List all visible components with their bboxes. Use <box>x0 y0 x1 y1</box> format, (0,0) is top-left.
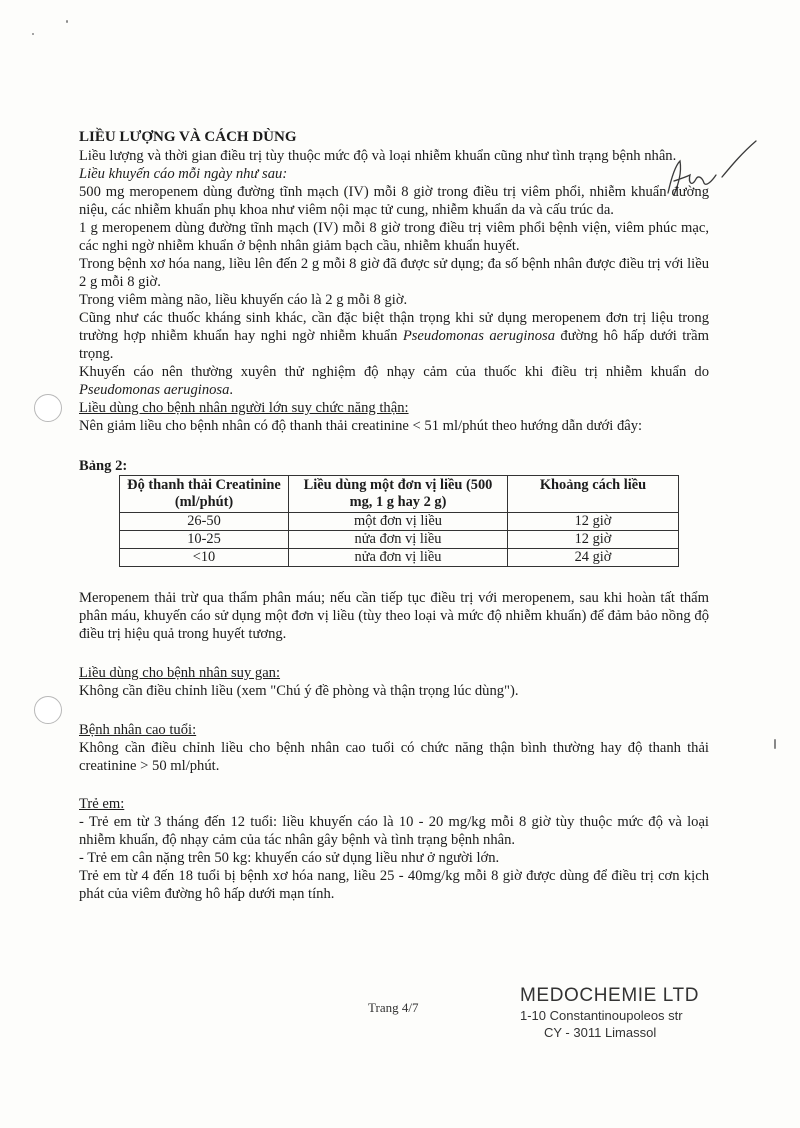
company-stamp <box>520 985 720 1041</box>
table-header-row <box>120 476 679 513</box>
organism-name: Pseudomonas aeruginosa <box>79 382 230 398</box>
elderly-heading: Bệnh nhân cao tuổi: <box>79 722 197 738</box>
table-cell: một đơn vị liều <box>289 513 508 531</box>
table-row <box>120 513 679 531</box>
company-address: 1-10 Constantinoupoleos str <box>520 1008 683 1023</box>
table-cell: nửa đơn vị liều <box>289 531 508 549</box>
intro-text: Liều lượng và thời gian điều trị tùy thuộc mức độ và loại nhiễm khuẩn cũng như tình trạng bệnh nhân. <box>79 148 677 164</box>
testing-text: Khuyến cáo nên thường xuyên thử nghiệm độ nhạy cảm của thuốc khi điều trị nhiễm khuẩn do <box>79 364 709 380</box>
renal-heading: Liều dùng cho bệnh nhân người lớn suy chức năng thận: <box>79 400 409 416</box>
elderly-text: Không cần điều chỉnh liều cho bệnh nhân cao tuổi có chức năng thận bình thường hay độ thanh thải creatinine > 50 ml/phút. <box>79 740 709 774</box>
table-cell: nửa đơn vị liều <box>289 549 508 567</box>
children-heading: Trẻ em: <box>79 796 125 812</box>
liver-heading: Liều dùng cho bệnh nhân suy gan: <box>79 665 281 681</box>
renal-dose-table <box>119 475 679 567</box>
table-cell: <10 <box>120 549 289 567</box>
scan-speck <box>66 20 68 23</box>
punch-hole-icon <box>34 394 62 422</box>
dose-paragraph: Trong bệnh xơ hóa nang, liều lên đến 2 g mỗi 8 giờ đã được sử dụng; đa số bệnh nhân được điều trị với liều 2 g mỗi 8 giờ. <box>79 256 709 290</box>
children-line: - Trẻ em cân nặng trên 50 kg: khuyến cáo sử dụng liều như ở người lớn. <box>79 850 500 866</box>
table-header-cell: Liều dùng một đơn vị liều (500 mg, 1 g hay 2 g) <box>289 476 508 513</box>
table-cell: 12 giờ <box>508 513 679 531</box>
pseudomonas-testing <box>79 363 709 399</box>
table-header-cell: Khoảng cách liều <box>508 476 679 513</box>
table-cell: 26-50 <box>120 513 289 531</box>
company-name: MEDOCHEMIE LTD <box>520 985 700 1006</box>
table-cell: 10-25 <box>120 531 289 549</box>
children-line: - Trẻ em từ 3 tháng đến 12 tuổi: liều khuyến cáo là 10 - 20 mg/kg mỗi 8 giờ tùy thuộc mức độ và loại nhiễm khuẩn, độ nhạy cảm của tác nhân gây bệnh và tình trạng bệnh nhân. <box>79 814 709 848</box>
table-cell: 24 giờ <box>508 549 679 567</box>
children-line: Trẻ em từ 4 đến 18 tuổi bị bệnh xơ hóa nang, liều 25 - 40mg/kg mỗi 8 giờ được dùng để điều trị cơn kịch phát của viêm đường hô hấp dưới mạn tính. <box>79 868 709 902</box>
scan-speck <box>32 33 34 35</box>
caution-text: Cũng như các thuốc kháng sinh khác, cần đặc biệt thận trọng khi sử dụng meropenem đơn trị liệu trong trường hợp nhiễm khuẩn hay nghi ngờ nhiễm khuẩn <box>79 310 709 344</box>
company-address: CY - 3011 Limassol <box>544 1025 657 1040</box>
dose-paragraph: 500 mg meropenem dùng đường tĩnh mạch (IV) mỗi 8 giờ trong điều trị viêm phổi, nhiễm khuẩn đường niệu, các nhiễm khuẩn phụ khoa như viêm nội mạc tử cung, nhiễm khuẩn da và cấu trúc da. <box>79 184 709 218</box>
punch-hole-icon <box>34 696 62 724</box>
pseudomonas-caution <box>79 309 709 363</box>
renal-text: Nên giảm liều cho bệnh nhân có độ thanh thải creatinine < 51 ml/phút theo hướng dẫn dưới đây: <box>79 418 643 434</box>
testing-text: . <box>229 382 234 398</box>
organism-name: Pseudomonas aeruginosa <box>402 328 555 344</box>
dose-paragraph: Trong viêm màng não, liều khuyến cáo là 2 g mỗi 8 giờ. <box>79 292 408 308</box>
table-row <box>120 549 679 567</box>
daily-dose-heading: Liều khuyến cáo mỗi ngày như sau: <box>79 166 288 182</box>
table-row <box>120 531 679 549</box>
section-title: LIỀU LƯỢNG VÀ CÁCH DÙNG <box>79 129 297 145</box>
table-cell: 12 giờ <box>508 531 679 549</box>
liver-text: Không cần điều chỉnh liều (xem "Chú ý đề phòng và thận trọng lúc dùng"). <box>79 683 519 699</box>
scan-speck <box>774 739 776 749</box>
page-number: Trang 4/7 <box>368 1000 419 1015</box>
dosage-section <box>79 128 709 903</box>
dose-paragraph: 1 g meropenem dùng đường tĩnh mạch (IV) mỗi 8 giờ trong điều trị viêm phổi bệnh viện, viêm phúc mạc, các nghi ngờ nhiễm khuẩn ở bệnh nhân giảm bạch cầu, nhiễm khuẩn huyết. <box>79 220 709 254</box>
table-header-cell: Độ thanh thải Creatinine (ml/phút) <box>120 476 289 513</box>
table-label: Bảng 2: <box>79 458 128 474</box>
dialysis-text: Meropenem thải trừ qua thẩm phân máu; nếu cần tiếp tục điều trị với meropenem, sau khi hoàn tất thẩm phân máu, khuyến cáo sử dụng một đơn vị liều (tùy theo loại và mức độ nhiễm khuẩn) để đảm bảo nồng độ điều trị hiệu quả trong huyết tương. <box>79 590 709 642</box>
caution-text: đường hô hấp dưới trầm trọng. <box>79 328 709 362</box>
